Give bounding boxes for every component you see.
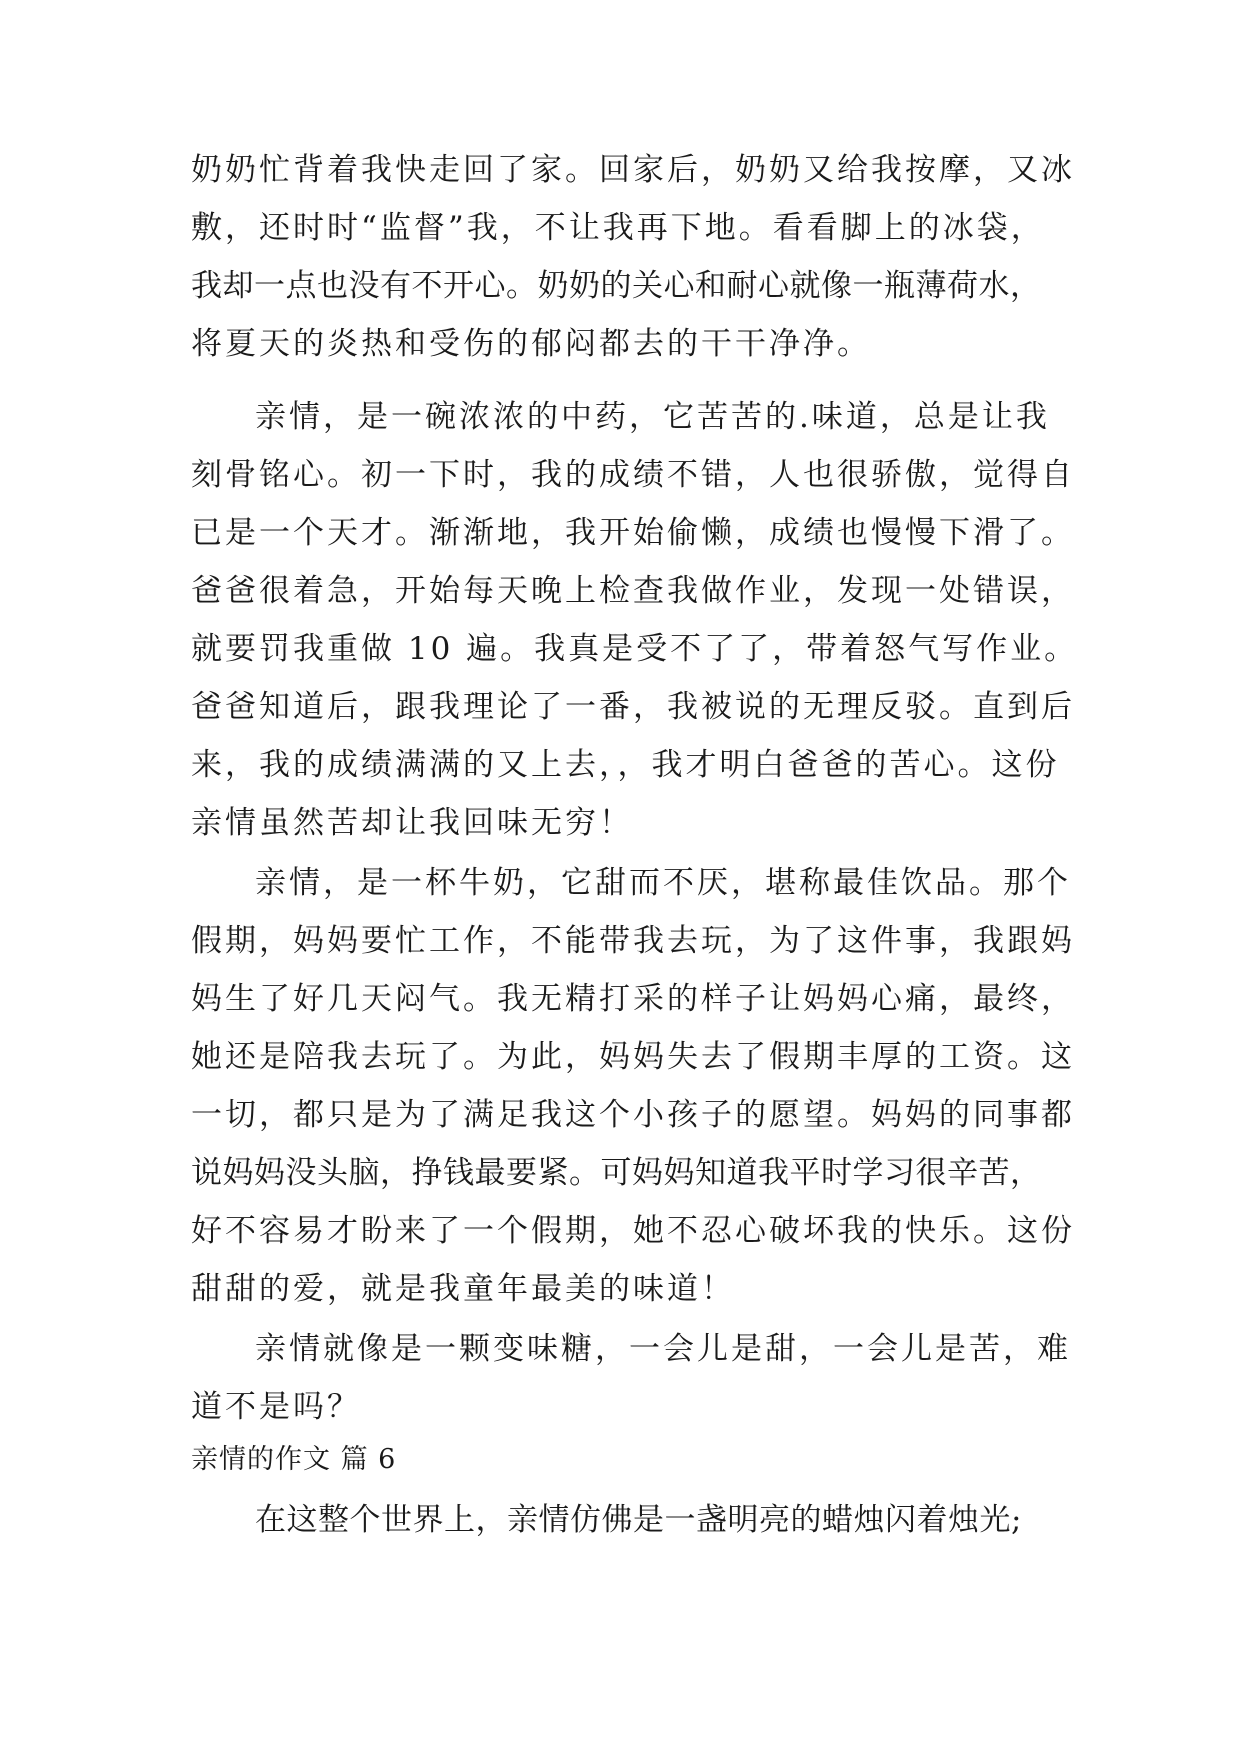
text-line: 爸爸知道后，跟我理论了一番，我被说的无理反驳。直到后: [191, 689, 1075, 725]
paragraph-first-line: 亲情，是一杯牛奶，它甜而不厌，堪称最佳饮品。那个: [255, 865, 1071, 901]
text-line: 我却一点也没有不开心。奶奶的关心和耐心就像一瓶薄荷水，: [191, 268, 1042, 304]
text-line: 她还是陪我去玩了。为此，妈妈失去了假期丰厚的工资。这: [191, 1039, 1075, 1075]
text-line: 就要罚我重做 10 遍。我真是受不了了，带着怒气写作业。: [191, 631, 1079, 667]
text-line: 说妈妈没头脑，挣钱最要紧。可妈妈知道我平时学习很辛苦，: [191, 1155, 1042, 1191]
text-line: 爸爸很着急，开始每天晚上检查我做作业，发现一处错误，: [191, 573, 1075, 609]
text-line: 来，我的成绩满满的又上去，，我才明白爸爸的苦心。这份: [191, 747, 1060, 783]
text-line: 假期，妈妈要忙工作，不能带我去玩，为了这件事，我跟妈: [191, 923, 1075, 959]
section-heading: 亲情的作文 篇 6: [191, 1444, 397, 1475]
text-line: 好不容易才盼来了一个假期，她不忍心破坏我的快乐。这份: [191, 1213, 1075, 1249]
text-line: 甜甜的爱，就是我童年最美的味道！: [191, 1271, 735, 1307]
text-line: 敷，还时时“监督”我，不让我再下地。看看脚上的冰袋，: [191, 210, 1045, 246]
text-line: 已是一个天才。渐渐地，我开始偷懒，成绩也慢慢下滑了。: [191, 515, 1075, 551]
text-line: 妈生了好几天闷气。我无精打采的样子让妈妈心痛，最终，: [191, 981, 1075, 1017]
text-line: 奶奶忙背着我快走回了家。回家后，奶奶又给我按摩，又冰: [191, 152, 1075, 188]
text-line: 刻骨铭心。初一下时，我的成绩不错，人也很骄傲，觉得自: [191, 457, 1075, 493]
text-line: 道不是吗？: [191, 1389, 361, 1425]
text-line: 一切，都只是为了满足我这个小孩子的愿望。妈妈的同事都: [191, 1097, 1075, 1133]
text-line: 将夏天的炎热和受伤的郁闷都去的干干净净。: [191, 326, 871, 362]
paragraph-first-line: 亲情，是一碗浓浓的中药，它苦苦的.味道，总是让我: [255, 399, 1050, 435]
text-line: 亲情虽然苦却让我回味无穷！: [191, 805, 633, 841]
paragraph-first-line: 在这整个世界上，亲情仿佛是一盏明亮的蜡烛闪着烛光;: [255, 1502, 1022, 1538]
paragraph-first-line: 亲情就像是一颗变味糖，一会儿是甜，一会儿是苦，难: [255, 1331, 1071, 1367]
